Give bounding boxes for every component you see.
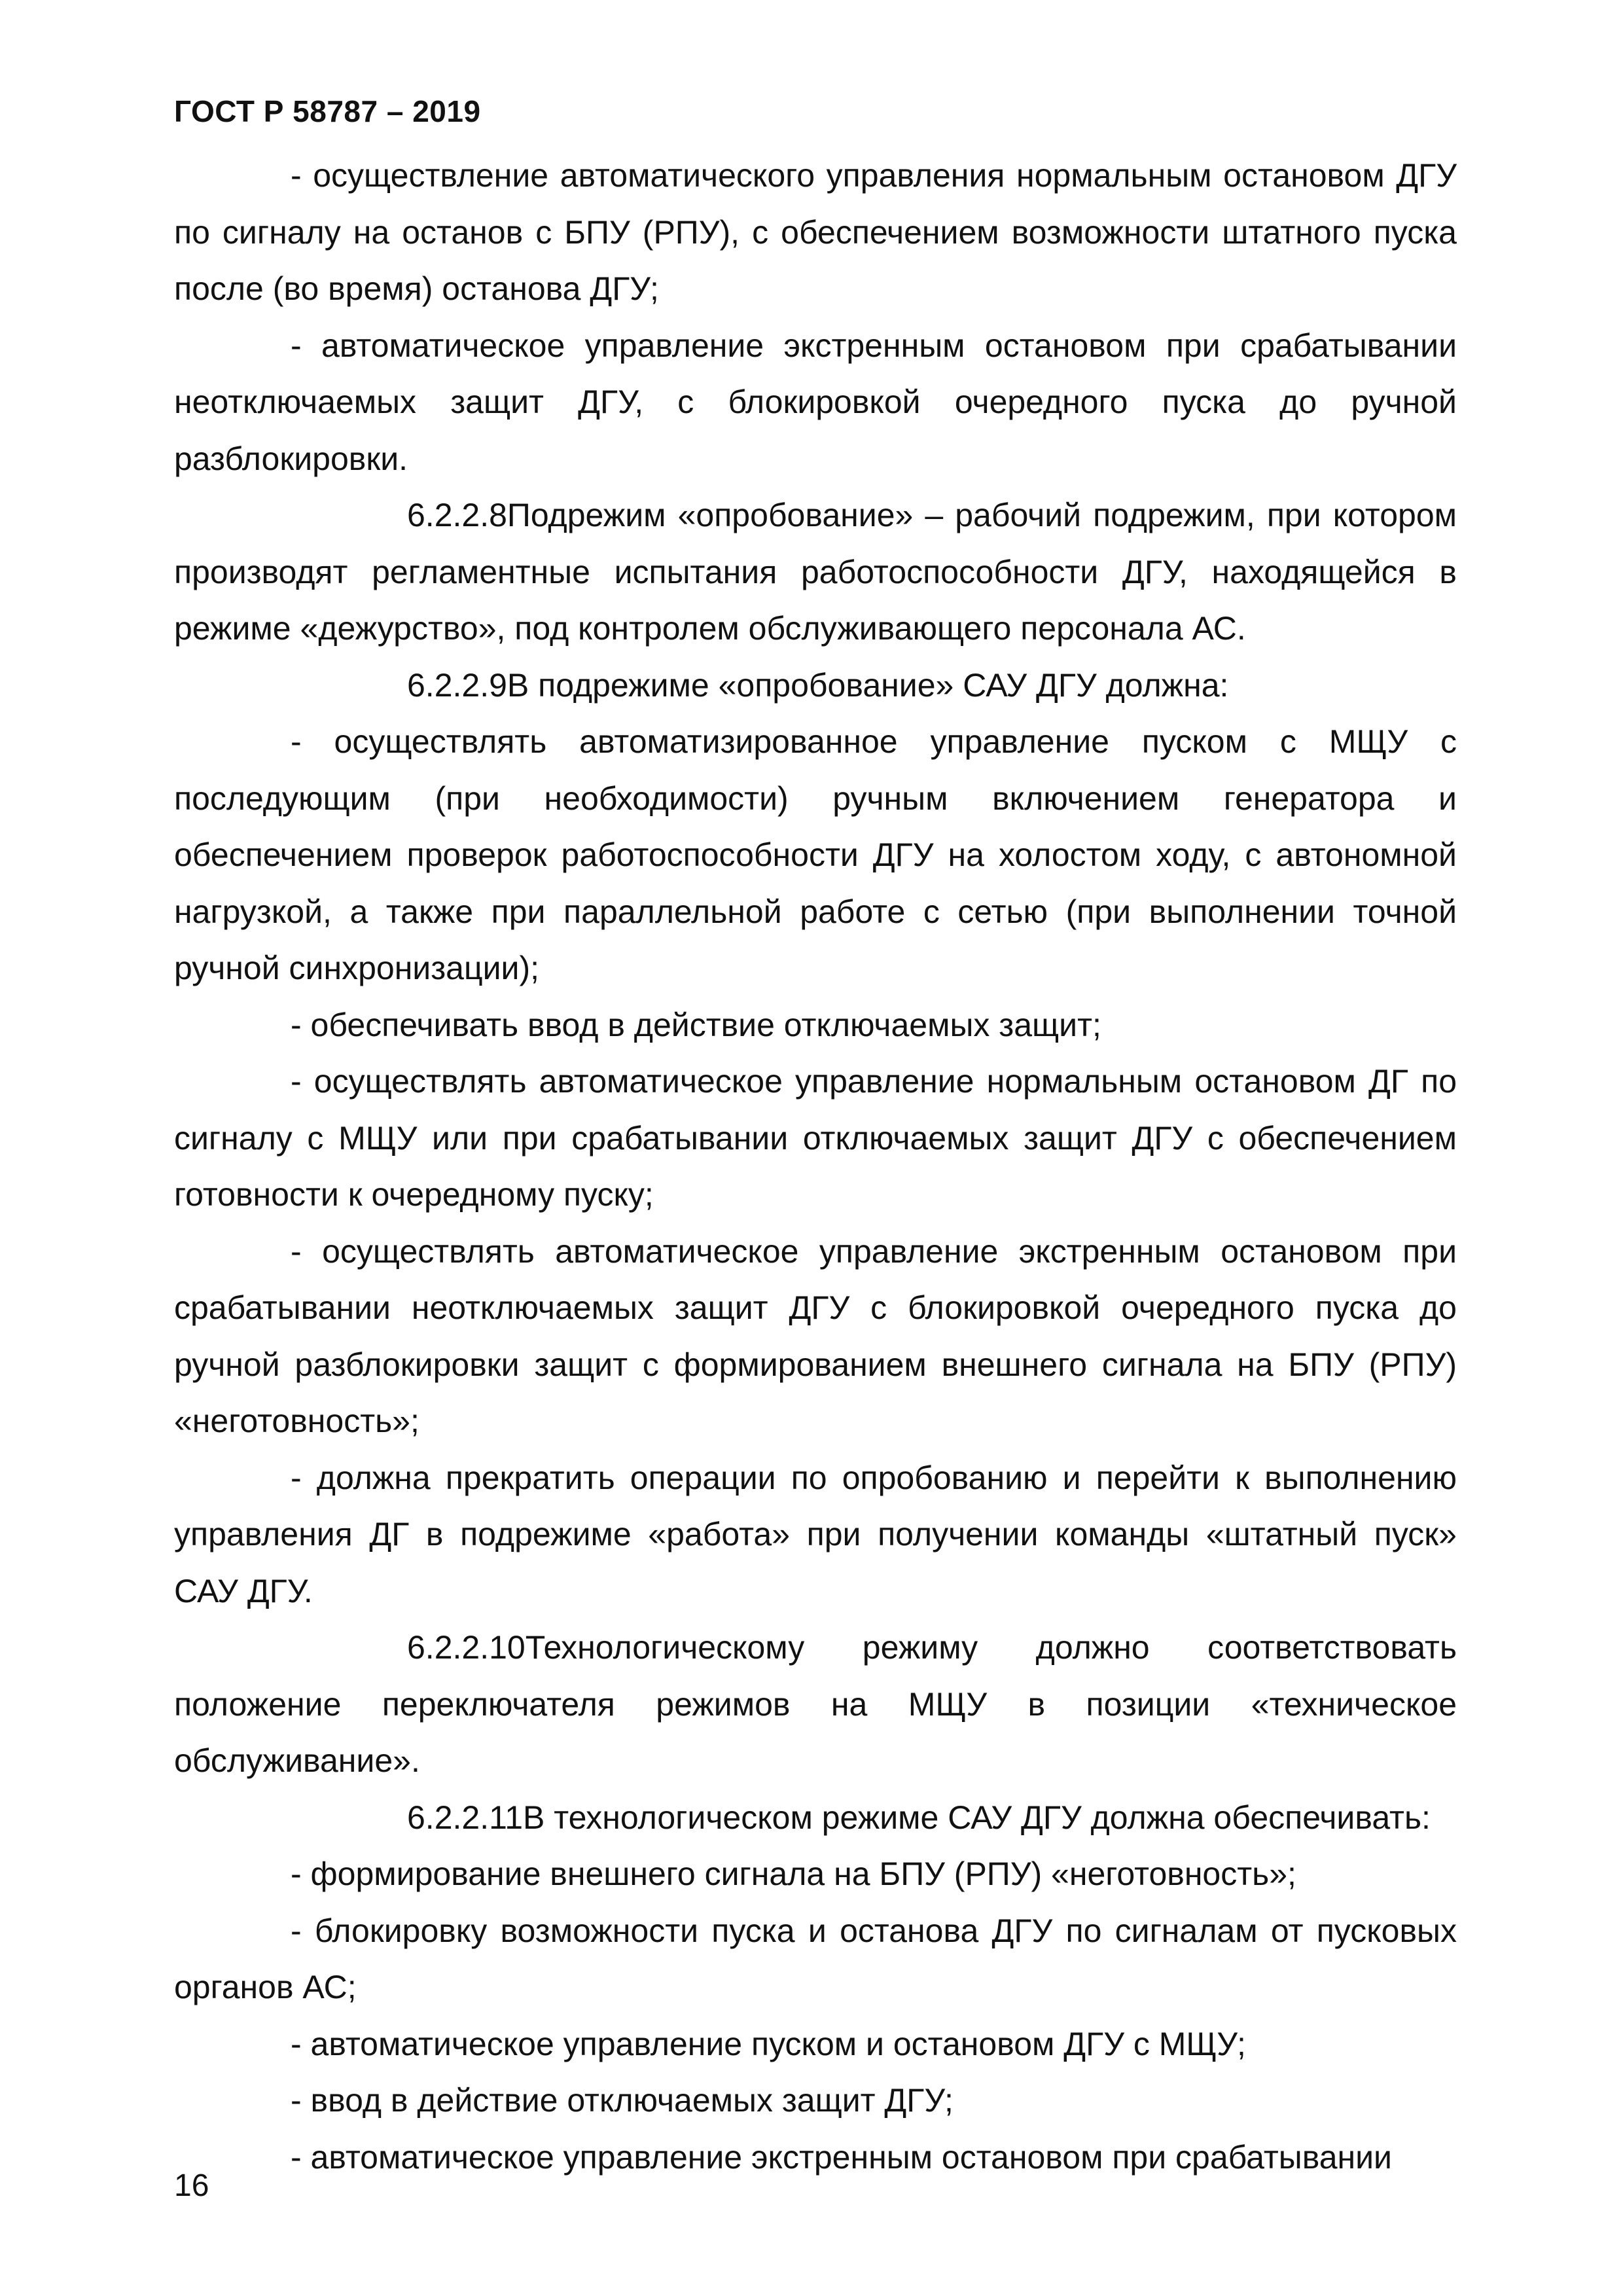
- list-item: [174, 997, 1457, 1054]
- paragraph-text: - осуществление автоматического управления нормальным остановом ДГУ по сигналу на останов с БПУ (РПУ), с обеспечением возможности штатного пуска после (во время) останова ДГУ;: [174, 157, 1457, 307]
- list-item: [174, 2072, 1457, 2129]
- paragraph-text: - блокировку возможности пуска и останова ДГУ по сигналам от пусковых органов АС;: [174, 1912, 1457, 2005]
- paragraph-text: - автоматическое управление экстренным остановом при срабатывании неотключаемых защит ДГУ, с блокировкой очередного пуска до ручной разблокировки.: [174, 327, 1457, 477]
- list-item: [174, 1053, 1457, 1223]
- paragraph-text: - осуществлять автоматическое управление нормальным остановом ДГ по сигналу с МЩУ или при срабатывании отключаемых защит ДГУ с обеспечением готовности к очередному пуску;: [174, 1063, 1457, 1213]
- list-item: [174, 713, 1457, 997]
- list-item: [174, 1903, 1457, 2016]
- paragraph-text: В технологическом режиме САУ ДГУ должна обеспечивать:: [523, 1799, 1431, 1836]
- paragraph-text: - формирование внешнего сигнала на БПУ (РПУ) «неготовность»;: [291, 1856, 1296, 1892]
- list-item: [174, 2016, 1457, 2073]
- list-item: [174, 317, 1457, 488]
- standard-header: ГОСТ Р 58787 – 2019: [174, 94, 481, 128]
- clause-6-2-2-10: [174, 1619, 1457, 1789]
- paragraph-text: - должна прекратить операции по опробованию и перейти к выполнению управления ДГ в подрежиме «работа» при получении команды «штатный пуск» САУ ДГУ.: [174, 1459, 1457, 1609]
- list-item: [174, 2129, 1457, 2186]
- paragraph-text: - обеспечивать ввод в действие отключаемых защит;: [291, 1006, 1101, 1043]
- clause-6-2-2-11: [174, 1789, 1457, 1846]
- paragraph-text: В подрежиме «опробование» САУ ДГУ должна:: [507, 666, 1229, 704]
- clause-number: 6.2.2.8: [407, 497, 507, 533]
- clause-number: 6.2.2.11: [407, 1799, 524, 1836]
- paragraph-text: - автоматическое управление пуском и остановом ДГУ с МЩУ;: [291, 2025, 1246, 2062]
- paragraph-text: - автоматическое управление экстренным остановом при срабатывании: [291, 2138, 1392, 2176]
- clause-6-2-2-8: [174, 487, 1457, 657]
- clause-number: 6.2.2.10: [407, 1629, 526, 1666]
- list-item: [174, 1223, 1457, 1450]
- paragraph-text: Подрежим «опробование» – рабочий подрежим, при котором производят регламентные испытания работоспособности ДГУ, находящейся в режиме «дежурство», под контролем обслуживающего персонала АС.: [174, 497, 1457, 647]
- page-number: 16: [174, 2168, 209, 2203]
- paragraph-text: - осуществлять автоматическое управление экстренным остановом при срабатывании неотключаемых защит ДГУ с блокировкой очередного пуска до ручной разблокировки защит с формированием внешнего сигнала на БПУ (РПУ) «неготовность»;: [174, 1232, 1457, 1439]
- clause-6-2-2-9: [174, 657, 1457, 714]
- paragraph-text: - ввод в действие отключаемых защит ДГУ;: [291, 2082, 954, 2119]
- paragraph-text: - осуществлять автоматизированное управление пуском с МЩУ с последующим (при необходимости) ручным включением генератора и обеспечением проверок работоспособности ДГУ на холостом ходу, с автономной нагрузкой, а также при параллельной работе с сетью (при выполнении точной ручной синхронизации);: [174, 723, 1457, 986]
- clause-number: 6.2.2.9: [407, 666, 507, 704]
- paragraph-text: Технологическому режиму должно соответствовать положение переключателя режимов на МЩУ в позиции «техническое обслуживание».: [174, 1629, 1457, 1779]
- list-item: [174, 1846, 1457, 1903]
- list-item: [174, 1450, 1457, 1620]
- document-body: [174, 147, 1457, 2185]
- list-item: [174, 147, 1457, 317]
